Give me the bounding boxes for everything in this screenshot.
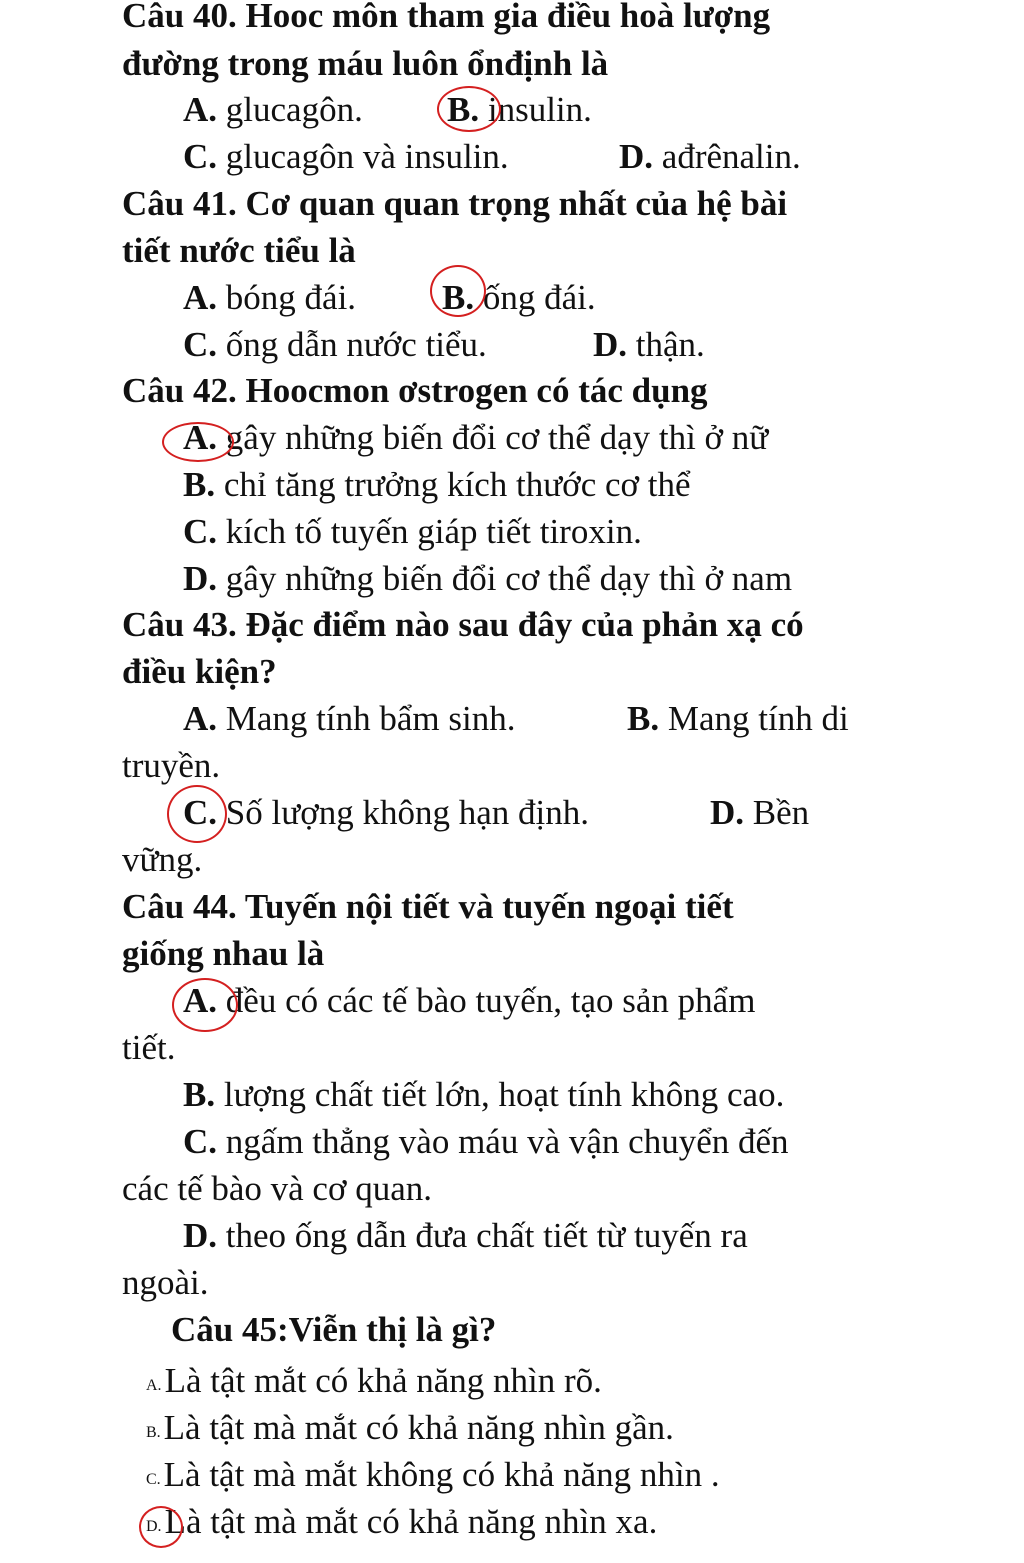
q44-option-a: A. đều có các tế bào tuyến, tạo sản phẩm [183,981,756,1020]
q43-option-a: A. Mang tính bẩm sinh. [183,699,516,738]
q43-option-c: C. Số lượng không hạn định. [183,793,589,832]
q44-option-d-continued: ngoài. [122,1263,209,1302]
q45-option-b: B.Là tật mà mắt có khả năng nhìn gần. [146,1408,674,1447]
q44-option-d: D. theo ống dẫn đưa chất tiết từ tuyến ra [183,1216,748,1255]
q44-option-a-continued: tiết. [122,1028,176,1067]
q44-option-c: C. ngấm thẳng vào máu và vận chuyển đến [183,1122,789,1161]
q44-title-line1: Câu 44. Tuyến nội tiết và tuyến ngoại tiết [122,887,734,926]
q41-option-a: A. bóng đái. [183,278,357,317]
q44-title-line2: giống nhau là [122,934,325,973]
q44-option-c-continued: các tế bào và cơ quan. [122,1169,433,1208]
q45-title-line1: Câu 45:Viễn thị là gì? [171,1310,497,1349]
q45-option-a: A.Là tật mắt có khả năng nhìn rõ. [146,1361,602,1400]
q43-title-line2: điều kiện? [122,652,277,691]
q43-option-b-continued: truyền. [122,746,221,785]
q41-title-line2: tiết nước tiểu là [122,231,356,270]
q43-option-b: B. Mang tính di [627,699,849,738]
q41-option-b: B. ống đái. [442,278,596,317]
q40-title-line2: đường trong máu luôn ổnđịnh là [122,44,609,83]
q40-option-c: C. glucagôn và insulin. [183,137,509,176]
q40-option-b: B. insulin. [447,90,592,129]
q41-option-d: D. thận. [593,325,705,364]
q42-option-b: B. chỉ tăng trưởng kích thước cơ thể [183,465,691,504]
q43-option-d: D. Bền [710,793,810,832]
q41-option-c: C. ống dẫn nước tiểu. [183,325,487,364]
q45-option-d: D.Là tật mà mắt có khả năng nhìn xa. [146,1502,658,1541]
q42-option-a: A. gây những biến đổi cơ thể dạy thì ở nữ [183,418,769,457]
q42-title-line1: Câu 42. Hoocmon ơstrogen có tác dụng [122,371,708,410]
q43-option-d-continued: vững. [122,840,203,879]
q42-option-c: C. kích tố tuyến giáp tiết tiroxin. [183,512,642,551]
q42-option-d: D. gây những biến đổi cơ thể dạy thì ở nam [183,559,793,598]
q44-option-b: B. lượng chất tiết lớn, hoạt tính không cao. [183,1075,785,1114]
q40-title-line1: Câu 40. Hooc môn tham gia điều hoà lượng [122,0,771,35]
q41-title-line1: Câu 41. Cơ quan quan trọng nhất của hệ bài [122,184,788,223]
q40-option-a: A. glucagôn. [183,90,363,129]
q40-option-d: D. ađrênalin. [619,137,801,176]
q45-option-c: C.Là tật mà mắt không có khả năng nhìn . [146,1455,720,1494]
q43-title-line1: Câu 43. Đặc điểm nào sau đây của phản xạ có [122,605,804,644]
